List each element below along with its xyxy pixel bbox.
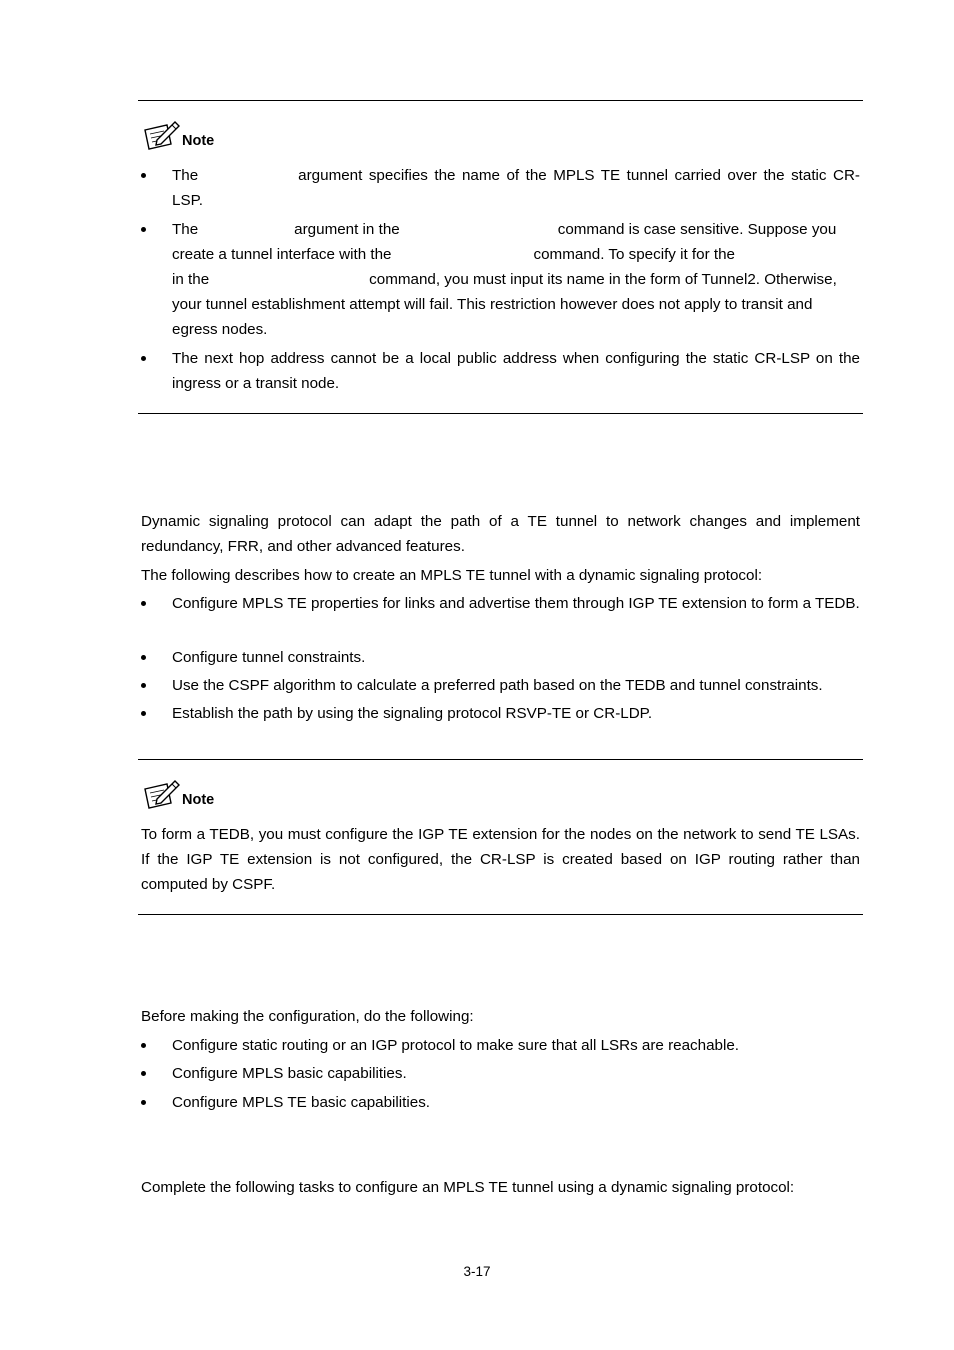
note-bottom-rule <box>138 914 863 915</box>
list-item <box>141 1033 860 1058</box>
note-label: Note <box>182 792 215 808</box>
note-pencil-icon <box>142 120 180 150</box>
bullet-dot <box>141 655 146 660</box>
note-bullet-item <box>141 217 860 342</box>
bullet-dot <box>141 601 146 606</box>
note-text: The <box>172 167 199 184</box>
note-text: argument specifies the name of the MPLS TE tunnel carried over the static CR-LSP. <box>172 167 860 209</box>
note-text: in the <box>172 271 210 288</box>
note-text: To form a TEDB, you must configure the IGP TE extension for the nodes on the network to send TE LSAs. If the IGP TE extension is not configured, the CR-LSP is created based on IGP routing rather than computed by CSPF. <box>141 826 860 893</box>
list-item <box>141 701 860 726</box>
list-item-text: Use the CSPF algorithm to calculate a preferred path based on the TEDB and tunnel constraints. <box>172 677 823 694</box>
list-item <box>141 591 860 616</box>
note-bullet-item <box>141 163 860 213</box>
list-item <box>141 1061 860 1086</box>
note-pencil-icon <box>142 779 180 809</box>
dynamic-steps-intro: The following describes how to create an MPLS TE tunnel with a dynamic signaling protocol: <box>141 567 763 584</box>
tasks-intro: Complete the following tasks to configure an MPLS TE tunnel using a dynamic signaling protocol: <box>141 1179 795 1196</box>
note-text: The <box>172 221 199 238</box>
note-text: argument in the <box>294 221 400 238</box>
note-text: The next hop address cannot be a local public address when configuring the static CR-LSP on the ingress or a transit node. <box>172 350 860 392</box>
note-bottom-rule <box>138 413 863 414</box>
dynamic-intro-paragraph: Dynamic signaling protocol can adapt the path of a TE tunnel to network changes and implement redundancy, FRR, and other advanced features. <box>141 513 860 555</box>
bullet-dot <box>141 173 146 178</box>
list-item-text: Configure static routing or an IGP protocol to make sure that all LSRs are reachable. <box>172 1037 740 1054</box>
list-item <box>141 645 860 670</box>
note-bullet-item <box>141 346 860 396</box>
bullet-dot <box>141 227 146 232</box>
list-item-text: Configure MPLS TE basic capabilities. <box>172 1094 431 1111</box>
bullet-dot <box>141 683 146 688</box>
list-item-text: Configure tunnel constraints. <box>172 649 366 666</box>
list-item <box>141 673 860 698</box>
list-item-text: Configure MPLS TE properties for links and advertise them through IGP TE extension to form a TEDB. <box>172 595 860 612</box>
note-text: command is case sensitive. Suppose you create a tunnel interface with the <box>172 221 837 263</box>
page-number: 3-17 <box>463 1264 491 1279</box>
bullet-dot <box>141 1100 146 1105</box>
note-top-rule <box>138 759 863 760</box>
bullet-dot <box>141 1071 146 1076</box>
note-label: Note <box>182 133 215 149</box>
bullet-dot <box>141 356 146 361</box>
note-top-rule <box>138 100 863 101</box>
list-item-text: Configure MPLS basic capabilities. <box>172 1065 407 1082</box>
bullet-dot <box>141 1043 146 1048</box>
note-text: command, you must input its name in the form of Tunnel2. Otherwise, your tunnel establishment attempt will fail. This restriction however does not apply to transit and egress nodes. <box>172 271 837 338</box>
prerequisites-intro: Before making the configuration, do the following: <box>141 1008 474 1025</box>
note-text: command. To specify it for the <box>533 246 735 263</box>
bullet-dot <box>141 711 146 716</box>
list-item <box>141 1090 860 1115</box>
list-item-text: Establish the path by using the signaling protocol RSVP-TE or CR-LDP. <box>172 705 653 722</box>
